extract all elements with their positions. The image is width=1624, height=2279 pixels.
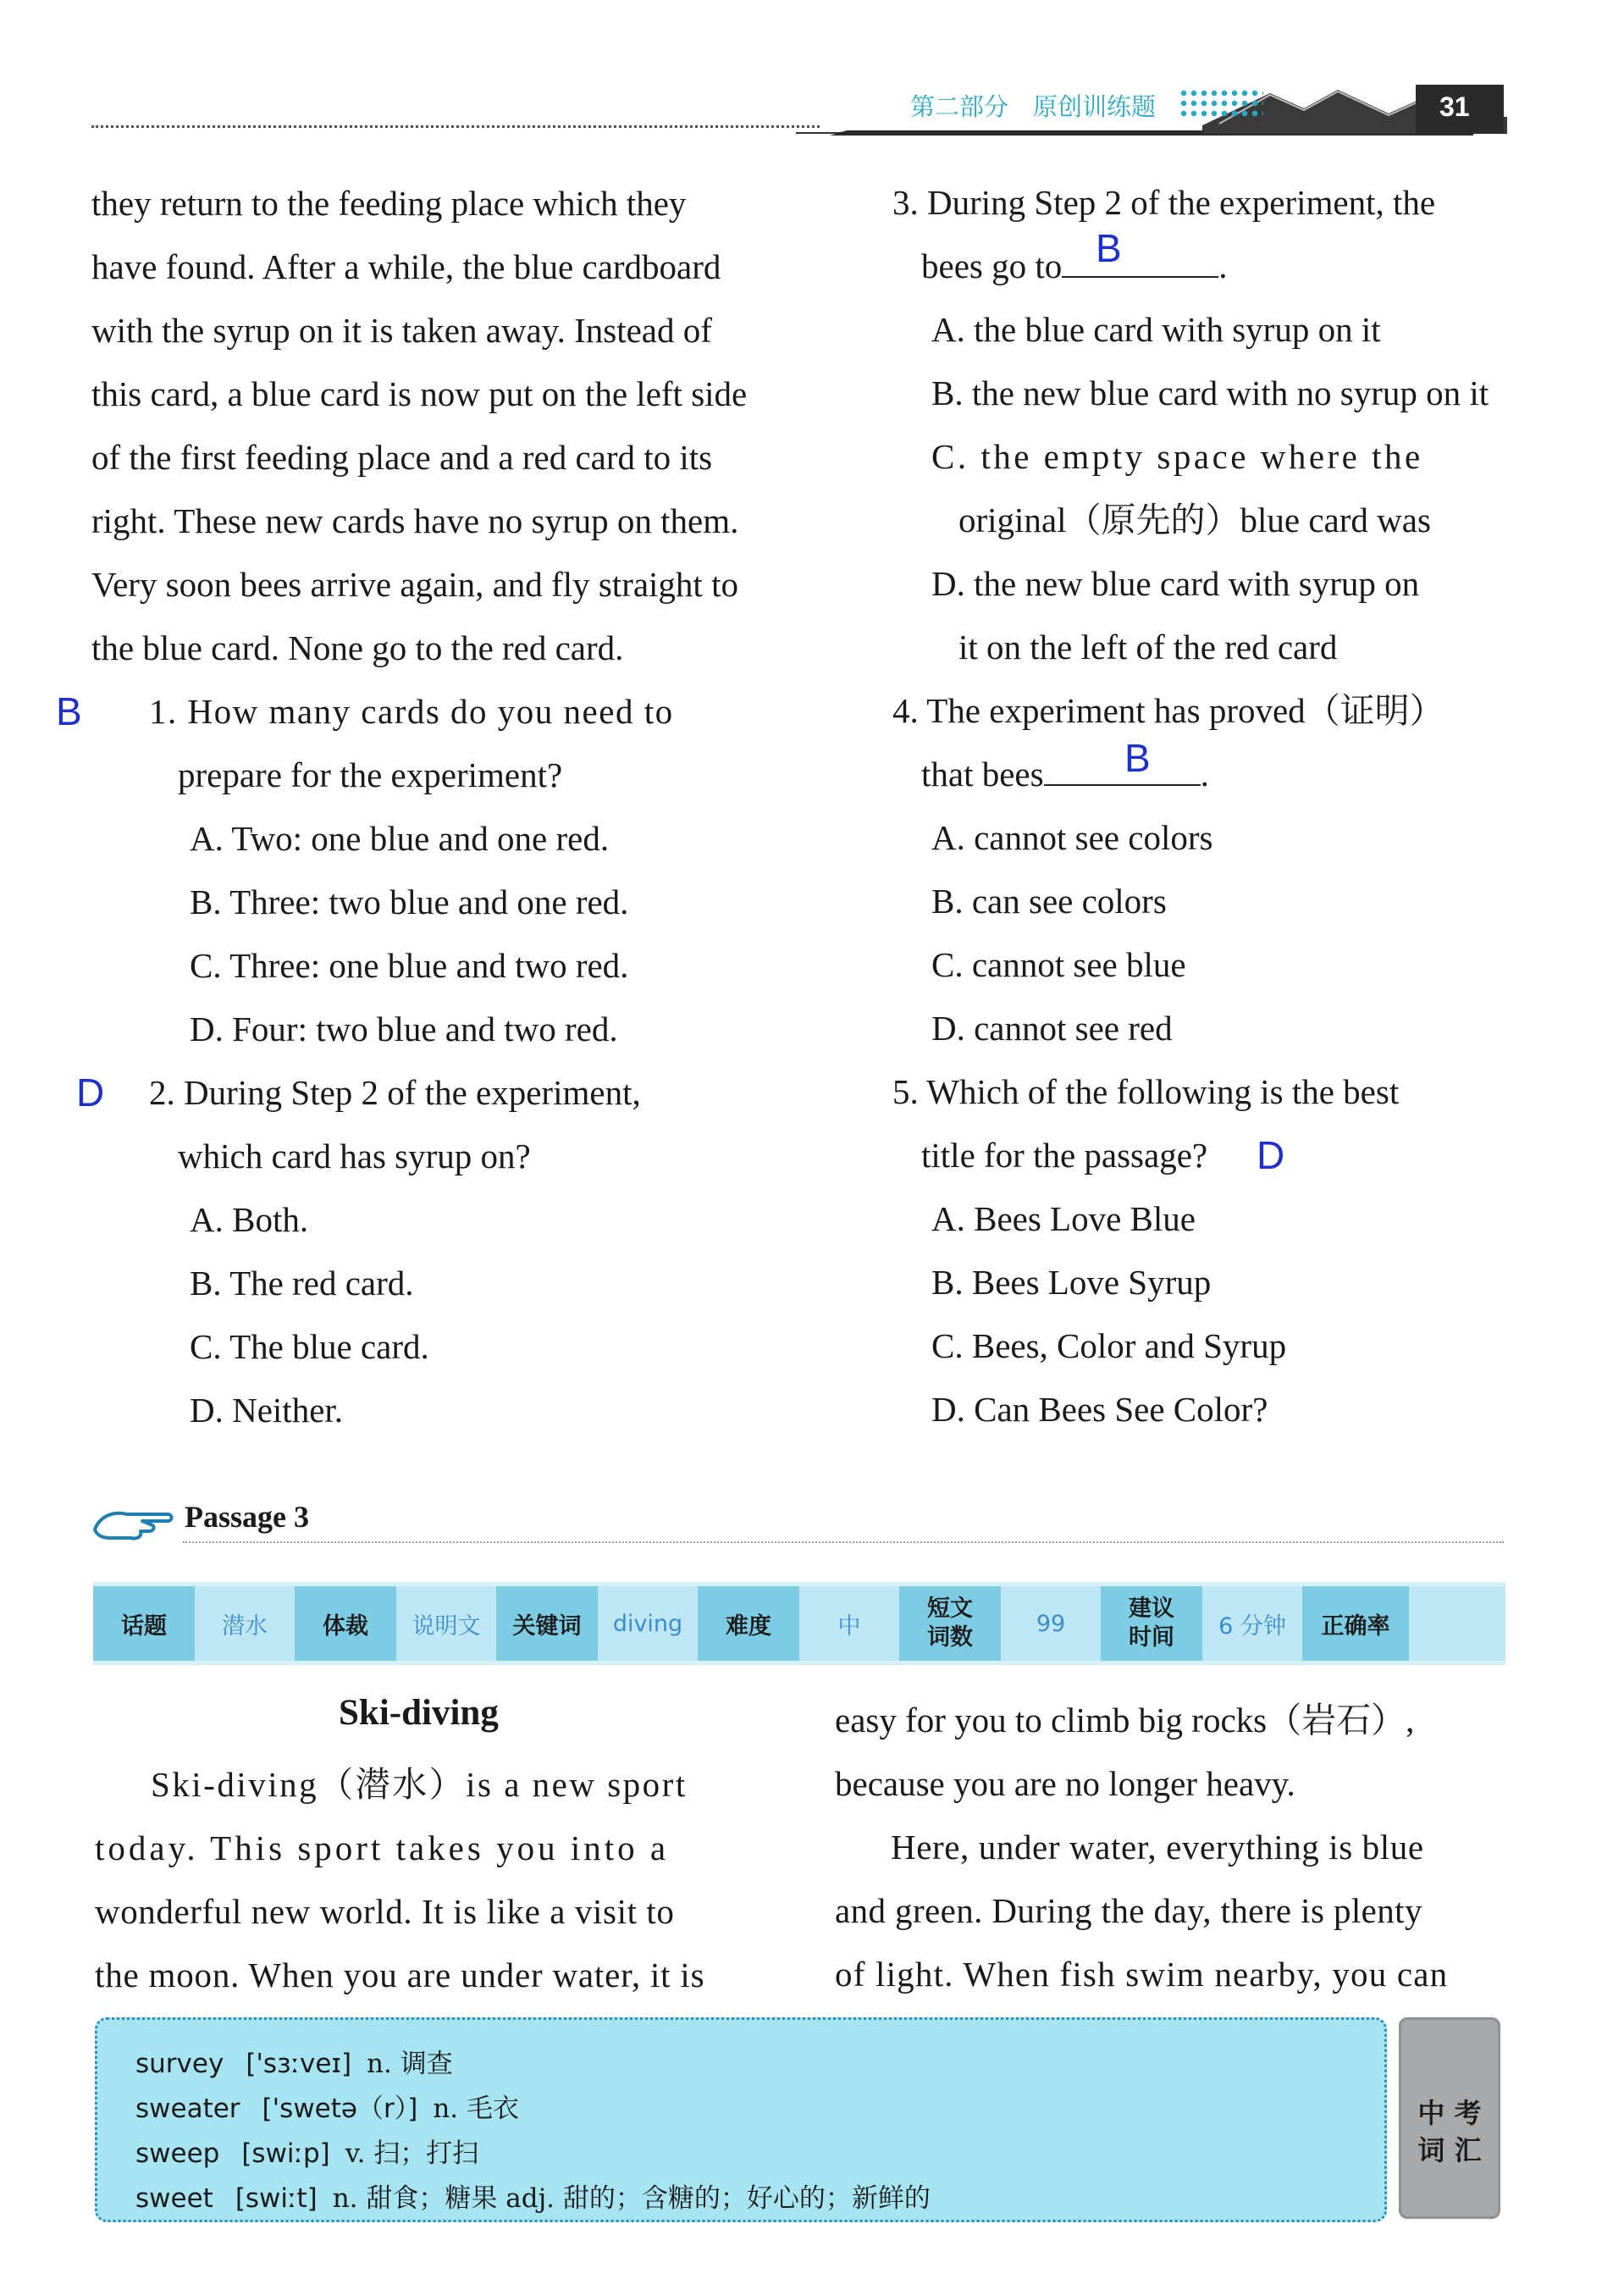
info-label-cell — [295, 1586, 396, 1661]
answer-option: B. Bees Love Syrup — [931, 1263, 1212, 1302]
question-stem-line — [921, 235, 1228, 298]
question-stem: 2. During Step 2 of the experiment, — [149, 1073, 641, 1112]
question-stem: 1. How many cards do you need to — [149, 692, 674, 731]
info-value-cell — [799, 1586, 899, 1661]
handwritten-answer: D — [1257, 1133, 1285, 1177]
pointing-hand-icon — [91, 1504, 176, 1543]
passage-line: Here, under water, everything is blue — [891, 1828, 1424, 1867]
info-label-cell — [496, 1586, 598, 1661]
answer-option: D. the new blue card with syrup on — [931, 564, 1420, 603]
question-stem: 5. Which of the following is the best — [892, 1072, 1400, 1111]
question-stem: which card has syrup on? — [178, 1137, 531, 1175]
vocab-word: sweet — [135, 2183, 213, 2214]
passage-line: the moon. When you are under water, it is — [95, 1955, 705, 1994]
passage-title: Ski-diving — [339, 1693, 499, 1733]
word-count-label: 词数 — [927, 1624, 973, 1651]
passage-line: today. This sport takes you into a — [95, 1828, 670, 1867]
info-value-cell — [195, 1586, 295, 1661]
info-label-cell — [899, 1586, 1001, 1661]
handwritten-answer: B — [1096, 226, 1122, 270]
answer-option: it on the left of the red card — [958, 628, 1338, 667]
answer-option: C. Bees, Color and Syrup — [931, 1326, 1287, 1365]
vocab-entry — [135, 2132, 478, 2170]
passage-line: easy for you to climb big rocks（岩石）, — [835, 1701, 1415, 1740]
topic-value: 潜水 — [222, 1612, 268, 1640]
vocab-phonetic: ['swetə（r）] — [262, 2094, 418, 2124]
passage-line: because you are no longer heavy. — [835, 1764, 1295, 1803]
genre-value: 说明文 — [412, 1612, 481, 1640]
answer-option: B. Three: two blue and one red. — [190, 882, 629, 921]
keyword-label: 关键词 — [512, 1612, 582, 1640]
difficulty-value: 中 — [837, 1612, 861, 1640]
passage-line: wonderful new world. It is like a visit to — [95, 1892, 675, 1931]
word-count-label: 短文 — [927, 1596, 973, 1622]
passage-line: have found. After a while, the blue cardboard — [91, 247, 721, 286]
answer-option: B. can see colors — [931, 882, 1167, 921]
answer-blank — [1062, 275, 1218, 278]
passage-line: with the syrup on it is taken away. Instead of — [91, 311, 712, 350]
handwritten-answer: B — [1124, 736, 1151, 780]
answer-option: A. the blue card with syrup on it — [931, 310, 1381, 349]
vocab-side-label: 词 汇 — [1417, 2134, 1482, 2166]
answer-option: A. Bees Love Blue — [931, 1199, 1196, 1238]
vocab-side-label: 中 考 — [1417, 2097, 1482, 2129]
passage-line: and green. During the day, there is plenty — [835, 1891, 1422, 1930]
question-stem: 3. During Step 2 of the experiment, the — [892, 183, 1436, 222]
vocab-word: survey — [135, 2049, 224, 2079]
answer-option: B. the new blue card with no syrup on it — [931, 373, 1489, 412]
answer-option: D. Four: two blue and two red. — [190, 1010, 618, 1048]
vocab-entry — [135, 2177, 931, 2215]
question-stem: bees go to — [921, 246, 1063, 285]
accuracy-blank — [1409, 1586, 1505, 1661]
passage-line: of the first feeding place and a red card to its — [91, 438, 713, 477]
passage-line: Very soon bees arrive again, and fly straight to — [91, 565, 738, 604]
answer-option: A. cannot see colors — [931, 818, 1213, 857]
info-value-cell — [396, 1586, 496, 1661]
accuracy-label: 正确率 — [1321, 1612, 1390, 1640]
passage-line: the blue card. None go to the red card. — [91, 628, 624, 667]
vocab-definition: n. 调查 — [367, 2049, 453, 2079]
word-count-value: 99 — [1036, 1610, 1066, 1637]
info-label-cell — [1101, 1586, 1202, 1661]
passage-line: this card, a blue card is now put on the left side — [91, 374, 748, 413]
answer-option: D. cannot see red — [931, 1009, 1173, 1048]
handwritten-answer: D — [76, 1070, 105, 1115]
info-value-cell — [1001, 1586, 1101, 1661]
info-label-cell — [1302, 1586, 1409, 1661]
topic-label: 话题 — [121, 1612, 167, 1640]
time-label: 建议 — [1129, 1596, 1174, 1622]
vocab-word: sweater — [135, 2094, 240, 2124]
answer-option: A. Both. — [190, 1200, 309, 1239]
vocab-phonetic: [swiːp] — [241, 2138, 330, 2169]
passage-line: right. These new cards have no syrup on them. — [91, 501, 739, 540]
answer-option: C. cannot see blue — [931, 945, 1186, 984]
page-number: 31 — [1439, 91, 1470, 122]
vocab-word: sweep — [135, 2138, 220, 2169]
header-dots-pattern — [1179, 88, 1263, 120]
answer-option: D. Neither. — [190, 1391, 344, 1430]
header-section-title: 第二部分 原创训练题 — [910, 92, 1157, 121]
passage-dotted-rule — [183, 1541, 1504, 1543]
vocab-entry — [135, 2042, 453, 2080]
info-label-cell — [698, 1586, 799, 1661]
answer-blank — [1044, 783, 1201, 786]
header-dotted-rule — [91, 125, 820, 128]
question-stem: title for the passage? — [921, 1136, 1208, 1175]
question-stem: . — [1218, 246, 1228, 285]
handwritten-answer: B — [56, 689, 82, 733]
vocab-phonetic: ['sɜːveɪ] — [246, 2049, 352, 2079]
info-value-cell — [1202, 1586, 1302, 1661]
info-value-cell — [598, 1586, 698, 1661]
question-stem: prepare for the experiment? — [178, 755, 563, 794]
answer-option: B. The red card. — [190, 1264, 414, 1303]
answer-option: C. Three: one blue and two red. — [190, 946, 629, 985]
question-stem: . — [1200, 755, 1209, 794]
genre-label: 体裁 — [323, 1612, 368, 1640]
answer-option: original（原先的）blue card was — [958, 501, 1431, 539]
answer-option: C. the empty space where the — [931, 437, 1423, 476]
passage-line: they return to the feeding place which they — [91, 184, 687, 223]
info-label-cell — [93, 1586, 195, 1661]
question-stem: 4. The experiment has proved（证明） — [892, 691, 1444, 730]
question-stem-line — [921, 743, 1209, 806]
vocab-definition: v. 扫；打扫 — [345, 2138, 479, 2169]
time-label: 时间 — [1129, 1624, 1174, 1651]
vocab-definition: n. 甜食；糖果 adj. 甜的；含糖的；好心的；新鲜的 — [332, 2183, 931, 2214]
passage-line: of light. When fish swim nearby, you can — [835, 1955, 1449, 1994]
time-value: 6 分钟 — [1218, 1612, 1286, 1640]
answer-option: A. Two: one blue and one red. — [190, 819, 610, 858]
keyword-value: diving — [612, 1610, 683, 1637]
answer-option: C. The blue card. — [190, 1327, 429, 1366]
answer-option: D. Can Bees See Color? — [931, 1390, 1268, 1429]
vocab-phonetic: [swiːt] — [235, 2183, 318, 2214]
passage-line: Ski-diving（潜水）is a new sport — [151, 1765, 688, 1804]
difficulty-label: 难度 — [726, 1612, 771, 1640]
passage-label: Passage 3 — [185, 1500, 309, 1534]
question-stem: that bees — [921, 755, 1044, 794]
vocab-entry — [135, 2087, 519, 2125]
vocab-definition: n. 毛衣 — [433, 2094, 519, 2124]
